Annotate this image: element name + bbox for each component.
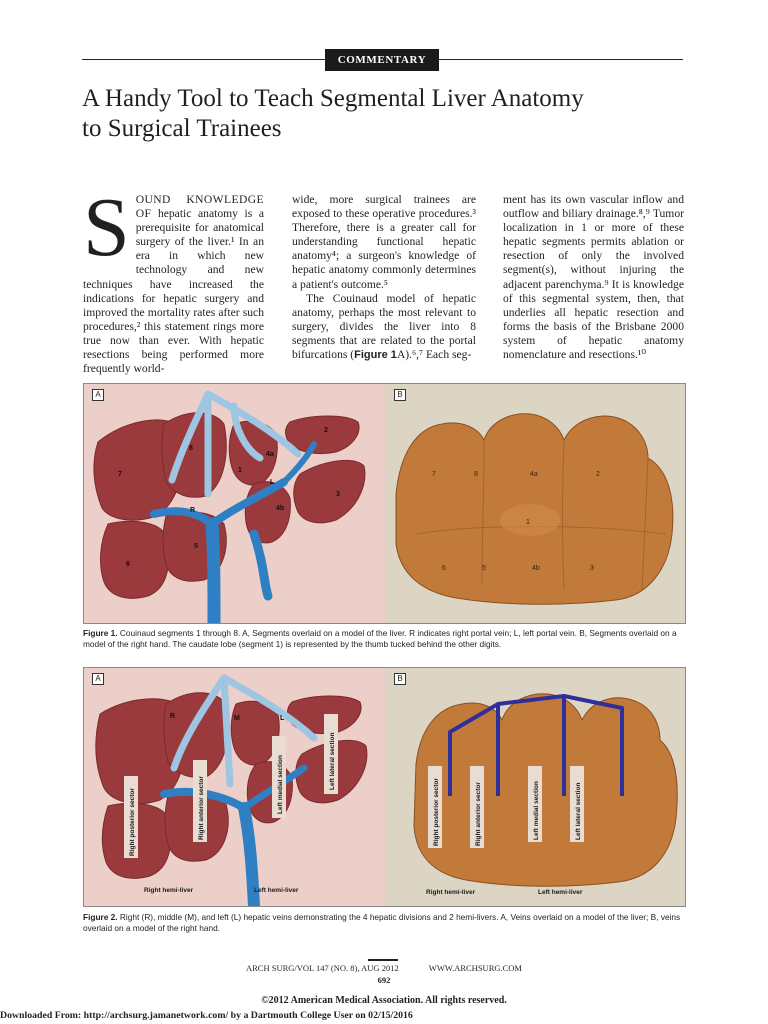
page-number: 692 [377,975,391,985]
figure-2-caption-label: Figure 2. [83,912,118,922]
seg-label-1: 1 [238,467,242,474]
drop-cap: S [83,181,130,274]
hand-hemi-left-label: Left hemi-liver [538,889,583,896]
col2-p2-start: The Couinaud model of hepatic anatomy, perhaps the most relevant to surgery, divides the liver into 8 segments that are related to the portal bifurcations ( [292,291,476,362]
seg-label-4b: 4b [276,505,285,512]
sector-label-left-lateral: Left lateral section [329,732,336,790]
hand-segments-illustration [386,384,685,623]
download-note: Downloaded From: http://archsurg.jamanetwork.com/ by a Dartmouth College User on 02/15/2016 [0,1010,413,1021]
hand-sector-left-medial: Left medial section [533,781,540,840]
liver-segments-illustration [84,384,385,623]
figure-2-panel-b-label: B [394,673,406,685]
portal-label-R: R [190,507,196,514]
article-title [82,84,682,144]
journal-citation: ARCH SURG/VOL 147 (NO. 8), AUG 2012 [246,963,399,973]
fist-shape [414,694,677,887]
hand-sectors-illustration [386,668,685,906]
seg-label-4a: 4a [266,451,274,458]
hand-label-3: 3 [590,565,594,572]
sector-label-right-posterior: Right posterior sector [129,788,136,856]
figure-1-panel-b-label: B [394,389,406,401]
col2-paragraph-1: wide, more surgical trainees are exposed to these operative procedures.³ Therefore, there is a greater call for understanding functional hepatic anatomy⁴; a surgeon's knowledge of hepatic anatomy commonly determines a patient's outcome.⁵ [292,193,476,291]
vein-label-M: M [234,715,240,722]
title-line-2: to Surgical Trainees [82,115,282,142]
seg-label-8: 8 [189,445,193,452]
section-tag: COMMENTARY [325,49,439,71]
hand-sector-right-posterior: Right posterior sector [433,778,440,846]
copyright-notice: ©2012 American Medical Association. All rights reserved. [261,995,507,1006]
seg-label-7: 7 [118,471,122,478]
vein-label-R: R [170,713,176,720]
col3-paragraph: ment has its own vascular inflow and outflow and biliary drainage.⁸,⁹ Tumor localization in 1 or more of these hepatic segments permits ablation or resection of only the involved segment(s), without injuring the adjacent parenchyma.⁹ It is knowledge of this segmental system, then, that underlies all hepatic resection and forms the basis of the Brisbane 2000 system of hepatic anatomy nomenclature and resections.¹⁰ [503,193,684,362]
footer-rule [368,959,398,961]
hand-sector-right-anterior: Right anterior sector [475,782,482,846]
seg-label-2: 2 [324,427,328,434]
hand-label-5: 5 [482,565,486,572]
figure-2-panel-a-label: A [92,673,104,685]
hand-label-6: 6 [442,565,446,572]
figure-1-reference-link[interactable]: Figure 1 [354,349,397,362]
segment-shape-3 [294,460,365,522]
title-line-1: A Handy Tool to Teach Segmental Liver Anatomy [82,85,584,112]
hand-label-1: 1 [526,519,530,526]
liver-sectors-illustration [84,668,385,906]
col2-p2-end: A).⁶,⁷ Each seg- [396,348,472,362]
hand-label-7: 7 [432,471,436,478]
hand-label-8: 8 [474,471,478,478]
journal-website-link[interactable]: WWW.ARCHSURG.COM [428,963,522,973]
hemi-liver-right-label: Right hemi-liver [144,887,194,894]
col2-paragraph-2 [292,292,476,362]
lead-smallcaps: OUND KNOWLEDGE OF [135,193,264,221]
hand-hemi-right-label: Right hemi-liver [426,889,476,896]
hand-label-2: 2 [596,471,600,478]
figure-2-caption-text: Right (R), middle (M), and left (L) hepatic veins demonstrating the 4 hepatic divisions and 2 hemi-livers. A, Veins overlaid on a model of the liver; B, veins overlaid on a model of the right hand. [83,912,681,933]
figure-2-caption [83,912,685,934]
figure-1-panel-a-label: A [92,389,104,401]
segment-shape-2 [286,416,360,454]
seg-label-5: 5 [194,543,198,550]
col1-paragraph: hepatic anatomy is a prerequisite for anatomical surgery of the liver.¹ In an era in which new technology and new techniques have increased the indications for hepatic surgery and improved the mortality rates after such procedures,² this statement rings more true now than ever. With hepatic resections being performed more frequently world- [83,207,264,376]
figure-1-caption [83,628,685,650]
text-column-3 [503,193,684,362]
hand-label-4a: 4a [530,471,538,478]
figure-2-panel-b [386,668,685,906]
hemi-liver-left-label: Left hemi-liver [254,887,299,894]
sector-label-left-medial: Left medial section [277,755,284,814]
figure-2 [83,667,686,907]
text-column-2 [292,193,476,362]
vein-label-L: L [280,715,285,722]
hand-sector-left-lateral: Left lateral section [575,782,582,840]
figure-2-panel-a [84,668,385,906]
segment-shape-6 [101,521,169,598]
seg-label-6: 6 [126,561,130,568]
seg-label-3: 3 [336,491,340,498]
portal-label-L: L [270,479,275,486]
figure-1-panel-b [386,384,685,623]
hand-label-4b: 4b [532,565,540,572]
figure-1-caption-label: Figure 1. [83,628,118,638]
text-column-1 [83,181,264,376]
figure-1-panel-a [84,384,385,623]
figure-1 [83,383,686,624]
sector-label-right-anterior: Right anterior sector [198,776,205,840]
figure-1-caption-text: Couinaud segments 1 through 8. A, Segments overlaid on a model of the liver. R indicates right portal vein; L, left portal vein. B, Segments overlaid on a model of the right hand. The caudate lobe (segment 1) is represented by the thumb tucked behind the other digits. [83,628,677,649]
